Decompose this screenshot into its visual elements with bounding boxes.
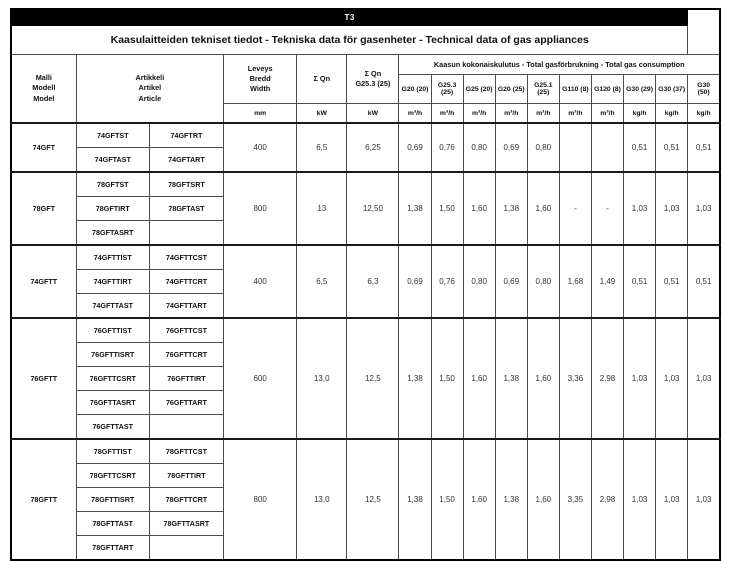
gas-consumption-value: 1,03 (688, 318, 720, 439)
qn-value: 6,5 (297, 123, 347, 172)
qn-value: 6,5 (297, 245, 347, 318)
table-row (11, 123, 720, 148)
gas-column-header: G30 (50) (688, 75, 720, 104)
gas-column-header: G30 (37) (656, 75, 688, 104)
gas-appliance-data-table (10, 8, 721, 561)
gas-column-header: G30 (29) (624, 75, 656, 104)
model-cell: 74GFTT (11, 245, 76, 318)
width-value: 400 (224, 123, 297, 172)
gas-consumption-value: 1,60 (463, 172, 495, 245)
gas-consumption-value: 1,38 (495, 318, 527, 439)
gas-consumption-group-header: Kaasun kokonaiskulutus - Total gasförbrukning - Total gas consumption (399, 55, 720, 75)
header-line: Modell (32, 83, 56, 93)
gas-consumption-value: 0,51 (624, 245, 656, 318)
model-cell: 78GFTT (11, 439, 76, 560)
gas-consumption-value: 1,49 (591, 245, 623, 318)
header-line: Artikkeli (135, 73, 165, 83)
gas-consumption-value: 1,38 (399, 318, 431, 439)
gas-consumption-value (591, 123, 623, 172)
header-line: Width (250, 84, 271, 94)
article-cell (149, 221, 223, 246)
column-header-qn: Σ Qn (297, 55, 347, 104)
header-line: Malli (35, 73, 52, 83)
header-line: Bredd (249, 73, 271, 83)
gas-unit: m³/h (559, 104, 591, 124)
article-cell: 76GFTTISRT (76, 343, 149, 367)
header-row-group (11, 55, 720, 75)
gas-consumption-value: 1,03 (624, 172, 656, 245)
gas-consumption-value: - (559, 172, 591, 245)
article-cell (149, 536, 223, 561)
gas-consumption-value: 2,98 (591, 439, 623, 560)
gas-consumption-value: 1,03 (688, 439, 720, 560)
qn-g253-value: 6,25 (347, 123, 399, 172)
article-cell: 78GFTTCSRT (76, 464, 149, 488)
gas-consumption-value: 0,51 (688, 123, 720, 172)
gas-unit: m³/h (527, 104, 559, 124)
unit-qn: kW (297, 104, 347, 124)
article-cell: 74GFTTAST (76, 294, 149, 319)
gas-consumption-value: 1,03 (624, 318, 656, 439)
table-row (11, 26, 720, 55)
model-cell: 74GFT (11, 123, 76, 172)
gas-unit: m³/h (591, 104, 623, 124)
gas-consumption-value (559, 123, 591, 172)
article-cell: 78GFTTCST (149, 439, 223, 464)
gas-consumption-value: 0,76 (431, 245, 463, 318)
gas-unit: m³/h (495, 104, 527, 124)
table-body (11, 123, 720, 560)
article-cell: 76GFTTCSRT (76, 367, 149, 391)
column-header-model (11, 55, 76, 124)
qn-value: 13 (297, 172, 347, 245)
gas-column-header: G110 (8) (559, 75, 591, 104)
gas-consumption-value: 1,03 (656, 439, 688, 560)
gas-consumption-value: 1,03 (656, 172, 688, 245)
gas-consumption-value: 1,50 (431, 439, 463, 560)
article-cell: 74GFTRT (149, 123, 223, 148)
model-cell: 76GFTT (11, 318, 76, 439)
gas-consumption-value: 0,69 (495, 245, 527, 318)
article-cell: 78GFTAST (149, 197, 223, 221)
header-line: G25.3 (25) (355, 79, 391, 88)
qn-g253-value: 12,50 (347, 172, 399, 245)
gas-consumption-value: 0,51 (656, 123, 688, 172)
table-row (11, 172, 720, 197)
gas-consumption-value: 0,76 (431, 123, 463, 172)
qn-value: 13,0 (297, 318, 347, 439)
gas-column-header: G20 (25) (495, 75, 527, 104)
gas-consumption-value: 1,60 (527, 439, 559, 560)
gas-consumption-value: 3,36 (559, 318, 591, 439)
width-value: 800 (224, 172, 297, 245)
gas-consumption-value: 1,03 (688, 172, 720, 245)
column-header-qn-g253 (347, 55, 399, 104)
gas-column-header: G20 (20) (399, 75, 431, 104)
gas-consumption-value: 0,51 (688, 245, 720, 318)
qn-g253-value: 6,3 (347, 245, 399, 318)
gas-consumption-value: 0,80 (463, 245, 495, 318)
gas-consumption-value: 0,80 (463, 123, 495, 172)
gas-consumption-value: 1,38 (399, 439, 431, 560)
article-cell: 76GFTTART (149, 391, 223, 415)
gas-consumption-value: 1,38 (399, 172, 431, 245)
gas-consumption-value: 1,60 (463, 318, 495, 439)
gas-consumption-value: 1,38 (495, 172, 527, 245)
article-cell: 78GFTASRT (76, 221, 149, 246)
width-value: 400 (224, 245, 297, 318)
table-row (11, 439, 720, 464)
header-line: Article (138, 93, 162, 103)
gas-unit: kg/h (688, 104, 720, 124)
gas-column-header: G25.3 (25) (431, 75, 463, 104)
gas-unit: m³/h (399, 104, 431, 124)
gas-consumption-value: 0,51 (624, 123, 656, 172)
column-header-article (76, 55, 223, 124)
gas-consumption-value: 1,50 (431, 172, 463, 245)
header-line: Leveys (247, 63, 273, 73)
width-value: 800 (224, 439, 297, 560)
gas-consumption-value: 1,50 (431, 318, 463, 439)
article-cell: 78GFTIRT (76, 197, 149, 221)
header-line: Artikel (138, 83, 162, 93)
model-cell: 78GFT (11, 172, 76, 245)
gas-consumption-value: 1,60 (463, 439, 495, 560)
article-cell: 78GFTTART (76, 536, 149, 561)
gas-consumption-value: 2,98 (591, 318, 623, 439)
article-cell: 78GFTTISRT (76, 488, 149, 512)
article-cell: 76GFTTIST (76, 318, 149, 343)
article-cell: 78GFTTAST (76, 512, 149, 536)
gas-unit: kg/h (624, 104, 656, 124)
article-cell: 74GFTART (149, 148, 223, 173)
article-cell: 74GFTTCST (149, 245, 223, 270)
gas-consumption-value: 0,69 (495, 123, 527, 172)
article-cell: 76GFTTCRT (149, 343, 223, 367)
qn-g253-value: 12,5 (347, 439, 399, 560)
gas-unit: m³/h (431, 104, 463, 124)
unit-width: mm (224, 104, 297, 124)
gas-unit: kg/h (656, 104, 688, 124)
gas-consumption-value: 0,69 (399, 123, 431, 172)
gas-consumption-value: 0,80 (527, 123, 559, 172)
gas-column-header: G25 (20) (463, 75, 495, 104)
article-cell (149, 415, 223, 440)
article-cell: 78GFTTIST (76, 439, 149, 464)
article-cell: 74GFTTIST (76, 245, 149, 270)
gas-consumption-value: 1,03 (656, 318, 688, 439)
column-header-width (224, 55, 297, 104)
gas-unit: m³/h (463, 104, 495, 124)
table-tag-bar: T3 (11, 9, 688, 26)
gas-consumption-value: 1,68 (559, 245, 591, 318)
article-cell: 76GFTTAST (76, 415, 149, 440)
article-cell: 78GFTSRT (149, 172, 223, 197)
gas-consumption-value: - (591, 172, 623, 245)
table-title: Kaasulaitteiden tekniset tiedot - Tekniska data för gasenheter - Technical data of gas appliances (11, 26, 688, 55)
header-line: Model (33, 93, 55, 103)
article-cell: 74GFTTIRT (76, 270, 149, 294)
gas-consumption-value: 1,03 (624, 439, 656, 560)
article-cell: 78GFTTCRT (149, 488, 223, 512)
gas-consumption-value: 1,38 (495, 439, 527, 560)
gas-column-header: G120 (8) (591, 75, 623, 104)
gas-consumption-value: 1,60 (527, 172, 559, 245)
gas-consumption-value: 1,60 (527, 318, 559, 439)
gas-consumption-value: 0,80 (527, 245, 559, 318)
gas-consumption-value: 0,51 (656, 245, 688, 318)
article-cell: 76GFTTASRT (76, 391, 149, 415)
table-row (11, 245, 720, 270)
table-row (11, 318, 720, 343)
gas-column-header: G25.1 (25) (527, 75, 559, 104)
qn-g253-value: 12,5 (347, 318, 399, 439)
unit-qn-g253: kW (347, 104, 399, 124)
article-cell: 76GFTTCST (149, 318, 223, 343)
article-cell: 74GFTAST (76, 148, 149, 173)
header-line: Σ Qn (364, 68, 382, 78)
article-cell: 76GFTTIRT (149, 367, 223, 391)
qn-value: 13,0 (297, 439, 347, 560)
width-value: 600 (224, 318, 297, 439)
article-cell: 74GFTTART (149, 294, 223, 319)
article-cell: 74GFTTCRT (149, 270, 223, 294)
table-row (11, 9, 720, 26)
gas-consumption-value: 0,69 (399, 245, 431, 318)
gas-consumption-value: 3,35 (559, 439, 591, 560)
article-cell: 78GFTTIRT (149, 464, 223, 488)
article-cell: 78GFTST (76, 172, 149, 197)
article-cell: 78GFTTASRT (149, 512, 223, 536)
article-cell: 74GFTST (76, 123, 149, 148)
